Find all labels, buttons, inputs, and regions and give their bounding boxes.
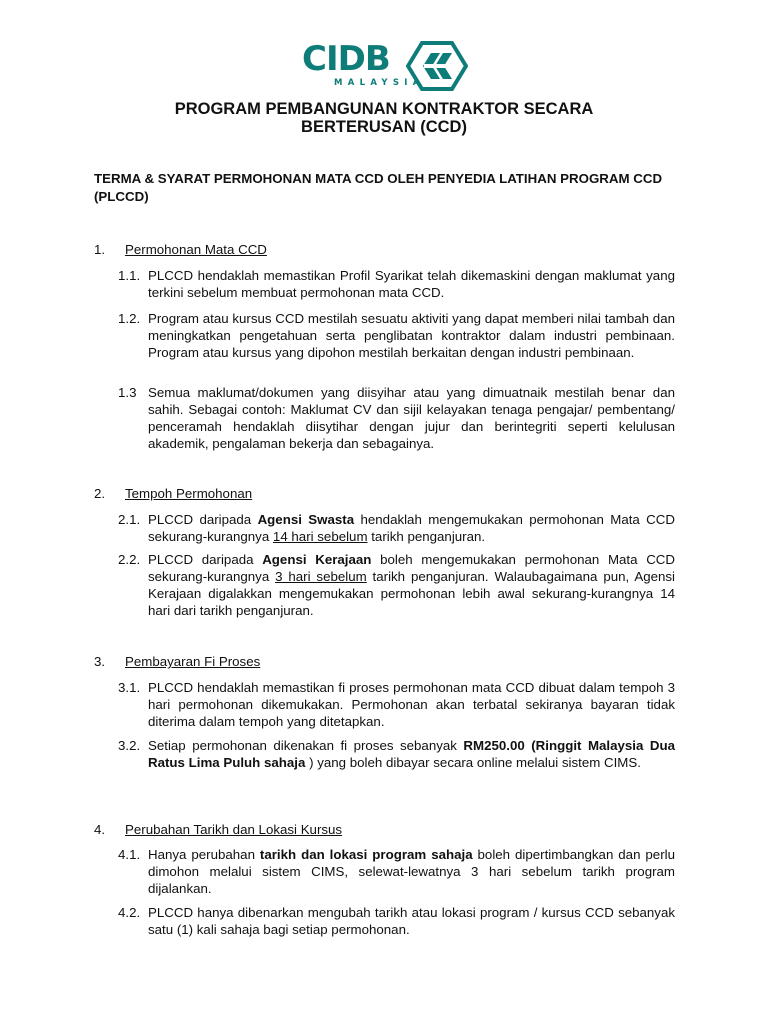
clause-text: PLCCD hanya dibenarkan mengubah tarikh atau lokasi program / kursus CCD sebanyak satu (1) kali sahaja bagi setiap permohonan. — [148, 905, 675, 937]
clause-text: PLCCD hendaklah memastikan Profil Syarikat telah dikemaskini dengan maklumat yang terkini sebelum membuat permohonan mata CCD. — [148, 268, 675, 300]
clause-number: 1.3 — [118, 385, 137, 400]
title-line-1: PROGRAM PEMBANGUNAN KONTRAKTOR SECARA — [174, 100, 594, 118]
clause-number: 4.1. — [118, 847, 141, 862]
clause-text: PLCCD daripada Agensi Kerajaan boleh mengemukakan permohonan Mata CCD sekurang-kurangnya 3 hari sebelum tarikh penganjuran. Walaubagaimana pun, Agensi Kerajaan digalakkan mengemukakan permohonan lebih awal sekurang-kurangnya 14 hari dari tarikh penganjuran. — [148, 552, 676, 618]
clause-number: 1.2. — [118, 311, 141, 326]
section-number: 2. — [94, 486, 106, 501]
logo-country: MALAYSIA — [334, 78, 425, 88]
section-heading-4 — [94, 821, 342, 838]
clause-1-1 — [118, 267, 675, 301]
logo-brand: CIDB — [302, 39, 390, 79]
underlined-text: 14 hari sebelum — [272, 529, 368, 544]
clause-2-1 — [118, 511, 675, 545]
clause-number: 4.2. — [118, 905, 141, 920]
section-heading-2 — [94, 485, 252, 502]
section-number: 4. — [94, 822, 106, 837]
clause-3-1 — [118, 679, 675, 730]
clause-1-2 — [118, 310, 675, 361]
section-label: Tempoh Permohonan — [125, 486, 253, 501]
section-number: 3. — [94, 654, 106, 669]
section-label: Perubahan Tarikh dan Lokasi Kursus — [125, 822, 343, 837]
clause-4-1 — [118, 846, 675, 897]
clause-text: Hanya perubahan tarikh dan lokasi program sahaja boleh dipertimbangkan dan perlu dimohon melalui sistem CIMS, selewat-lewatnya 3 hari sebelum tarikh program dijalankan. — [148, 847, 675, 896]
clause-text: Semua maklumat/dokumen yang diisyihar atau yang dimuatnaik mestilah benar dan sahih. Sebagai contoh: Maklumat CV dan sijil kelayakan tenaga pengajar/ pembentang/ penceramah hendaklah diisytihar dengan jujur dan berintegriti seperti kelulusan akademik, pengalaman bekerja dan sebagainya. — [148, 385, 675, 451]
clause-3-2 — [118, 737, 675, 771]
clause-text: Setiap permohonan dikenakan fi proses sebanyak RM250.00 (Ringgit Malaysia Dua Ratus Lima Puluh sahaja ) yang boleh dibayar secara online melalui sistem CIMS. — [148, 738, 675, 770]
clause-number: 2.2. — [118, 552, 141, 567]
clause-text: PLCCD hendaklah memastikan fi proses permohonan mata CCD dibuat dalam tempoh 3 hari permohonan dikemukakan. Permohonan akan terbatal sekiranya bayaran tidak diterima dalam tempoh yang ditetapkan. — [148, 680, 675, 729]
clause-text: Program atau kursus CCD mestilah sesuatu aktiviti yang dapat memberi nilai tambah dan meningkatkan pengetahuan serta penglibatan kontraktor dalam industri pembinaan. Program atau kursus yang dipohon mestilah berkaitan dengan industri pembinaan. — [148, 311, 675, 360]
document-subtitle: TERMA & SYARAT PERMOHONAN MATA CCD OLEH PENYEDIA LATIHAN PROGRAM CCD (PLCCD) — [94, 171, 663, 204]
clause-text: PLCCD daripada Agensi Swasta hendaklah mengemukakan permohonan Mata CCD sekurang-kurangnya 14 hari sebelum tarikh penganjuran. — [148, 512, 675, 544]
clause-2-2 — [118, 551, 675, 619]
emphasis: tarikh dan lokasi program sahaja — [259, 847, 473, 862]
clause-number: 3.1. — [118, 680, 141, 695]
emphasis: RM250.00 (Ringgit Malaysia Dua Ratus Lima Puluh sahaja — [148, 738, 675, 770]
clause-4-2 — [118, 904, 675, 938]
page-title — [0, 100, 768, 136]
underlined-text: 3 hari sebelum — [275, 569, 367, 584]
cidb-hexagon-logo-icon — [406, 40, 468, 92]
clause-1-3 — [118, 384, 675, 452]
clause-number: 3.2. — [118, 738, 141, 753]
section-heading-1 — [94, 241, 267, 258]
clause-number: 1.1. — [118, 268, 141, 283]
emphasis: Agensi Swasta — [257, 512, 355, 527]
clause-number: 2.1. — [118, 512, 141, 527]
section-label: Permohonan Mata CCD — [125, 242, 267, 257]
cidb-logo — [302, 40, 467, 92]
section-label: Pembayaran Fi Proses — [125, 654, 261, 669]
title-line-2: BERTERUSAN (CCD) — [301, 118, 467, 136]
section-number: 1. — [94, 242, 106, 257]
section-heading-3 — [94, 653, 260, 670]
emphasis: Agensi Kerajaan — [262, 552, 372, 567]
